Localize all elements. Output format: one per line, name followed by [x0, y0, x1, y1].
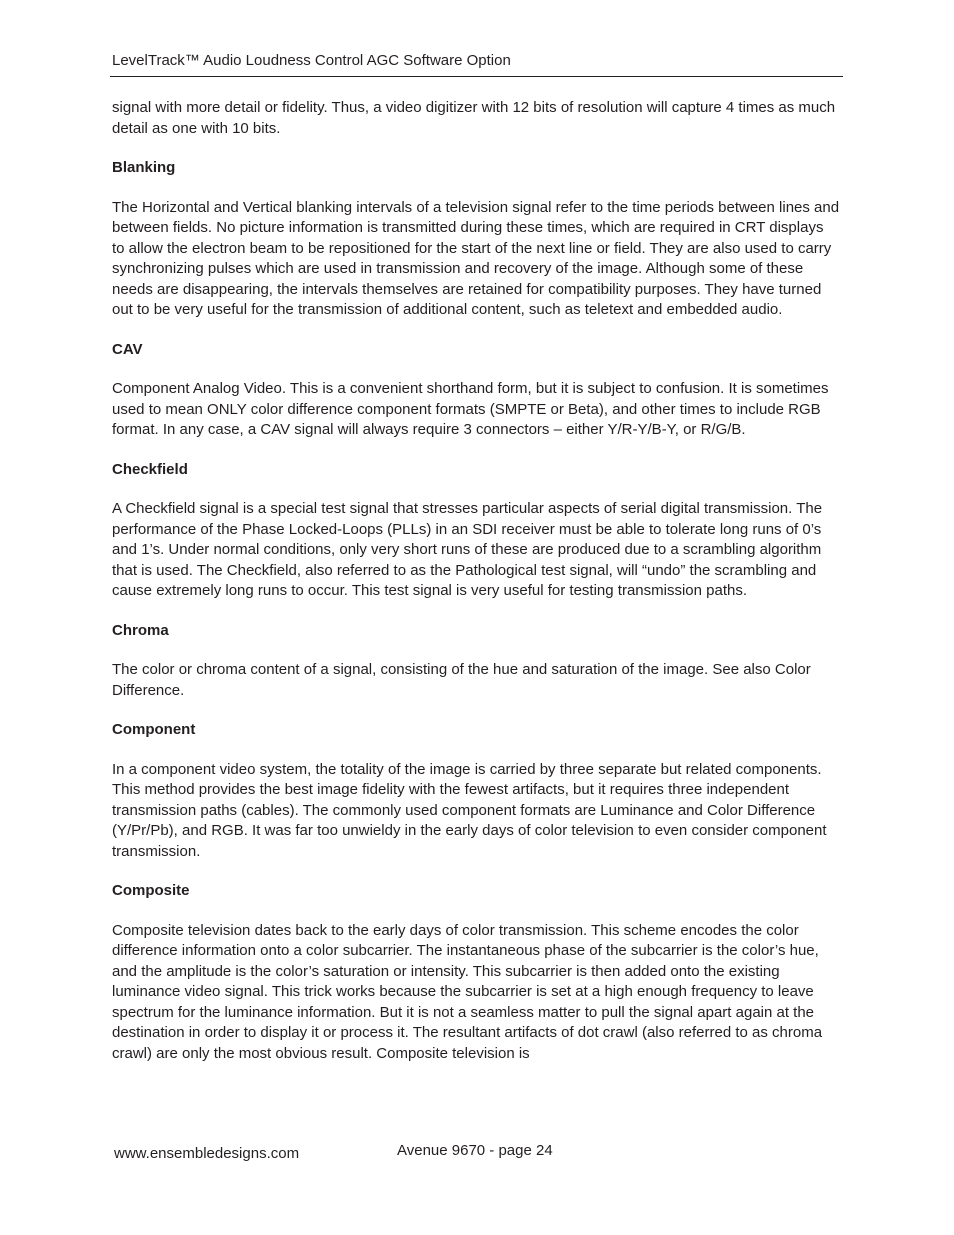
heading-cav: CAV [112, 340, 143, 358]
running-header: LevelTrack™ Audio Loudness Control AGC Software Option [112, 52, 511, 69]
footer-page-number: Avenue 9670 - page 24 [397, 1142, 553, 1159]
footer-website: www.ensembledesigns.com [114, 1145, 300, 1162]
intro-paragraph: signal with more detail or fidelity. Thus, a video digitizer with 12 bits of resolution will capture 4 times as much detail as one with 10 bits. [112, 99, 836, 137]
heading-component: Component [112, 721, 196, 738]
heading-blanking: Blanking [112, 159, 176, 176]
paragraph-chroma: The color or chroma content of a signal, consisting of the hue and saturation of the image. See also Color Difference. [112, 661, 811, 699]
heading-composite: Composite [112, 882, 190, 899]
header-rule [110, 76, 843, 77]
heading-chroma: Chroma [112, 621, 169, 639]
paragraph-checkfield: A Checkfield signal is a special test signal that stresses particular aspects of serial digital transmission. The performance of the Phase Locked-Loops (PLLs) in an SDI receiver must be able to tolerate long runs of 0’s and 1’s. Under normal conditions, only very short runs of these are produced due to a scrambling algorithm that is used. The Checkfield, also referred to as the Pathological test signal, will “undo” the scrambling and cause extremely long runs to occur. This test signal is very useful for testing transmission paths. [112, 500, 823, 599]
paragraph-composite: Composite television dates back to the early days of color transmission. This scheme encodes the color difference information onto a color subcarrier. The instantaneous phase of the subcarrier is the color’s hue, and the amplitude is the color’s saturation or intensity. This subcarrier is then added onto the existing luminance video signal. This trick works because the subcarrier is set at a high enough frequency to leave spectrum for the luminance information. But it is not a seamless matter to pull the signal apart again at the destination in order to display it or process it. The resultant artifacts of dot crawl (also referred to as chroma crawl) are only the most obvious result. Composite television is [112, 921, 823, 1062]
paragraph-blanking: The Horizontal and Vertical blanking intervals of a television signal refer to the time periods between lines and between fields. No picture information is transmitted during these times, which are required in CRT displays to allow the electron beam to be repositioned for the start of the next line or field. They are also used to carry synchronizing pulses which are used in transmission and recovery of the image. Although some of these needs are disappearing, the intervals themselves are retained for compatibility purposes. They have turned out to be very useful for the transmission of additional content, such as teletext and embedded audio. [112, 198, 840, 318]
paragraph-cav: Component Analog Video. This is a convenient shorthand form, but it is subject to confusion. It is sometimes used to mean ONLY color difference component formats (SMPTE or Beta), and other times to include RGB format. In any case, a CAV signal will always require 3 connectors – either Y/R-Y/B-Y, or R/G/B. [112, 380, 829, 438]
paragraph-component: In a component video system, the totality of the image is carried by three separate but related components. This method provides the best image fidelity with the fewest artifacts, but it requires three independent transmission paths (cables). The commonly used component formats are Luminance and Color Difference (Y/Pr/Pb), and RGB. It was far too unwieldy in the early days of color television to even consider component transmission. [112, 760, 827, 860]
page-body [112, 98, 840, 1083]
heading-checkfield: Checkfield [112, 460, 188, 478]
